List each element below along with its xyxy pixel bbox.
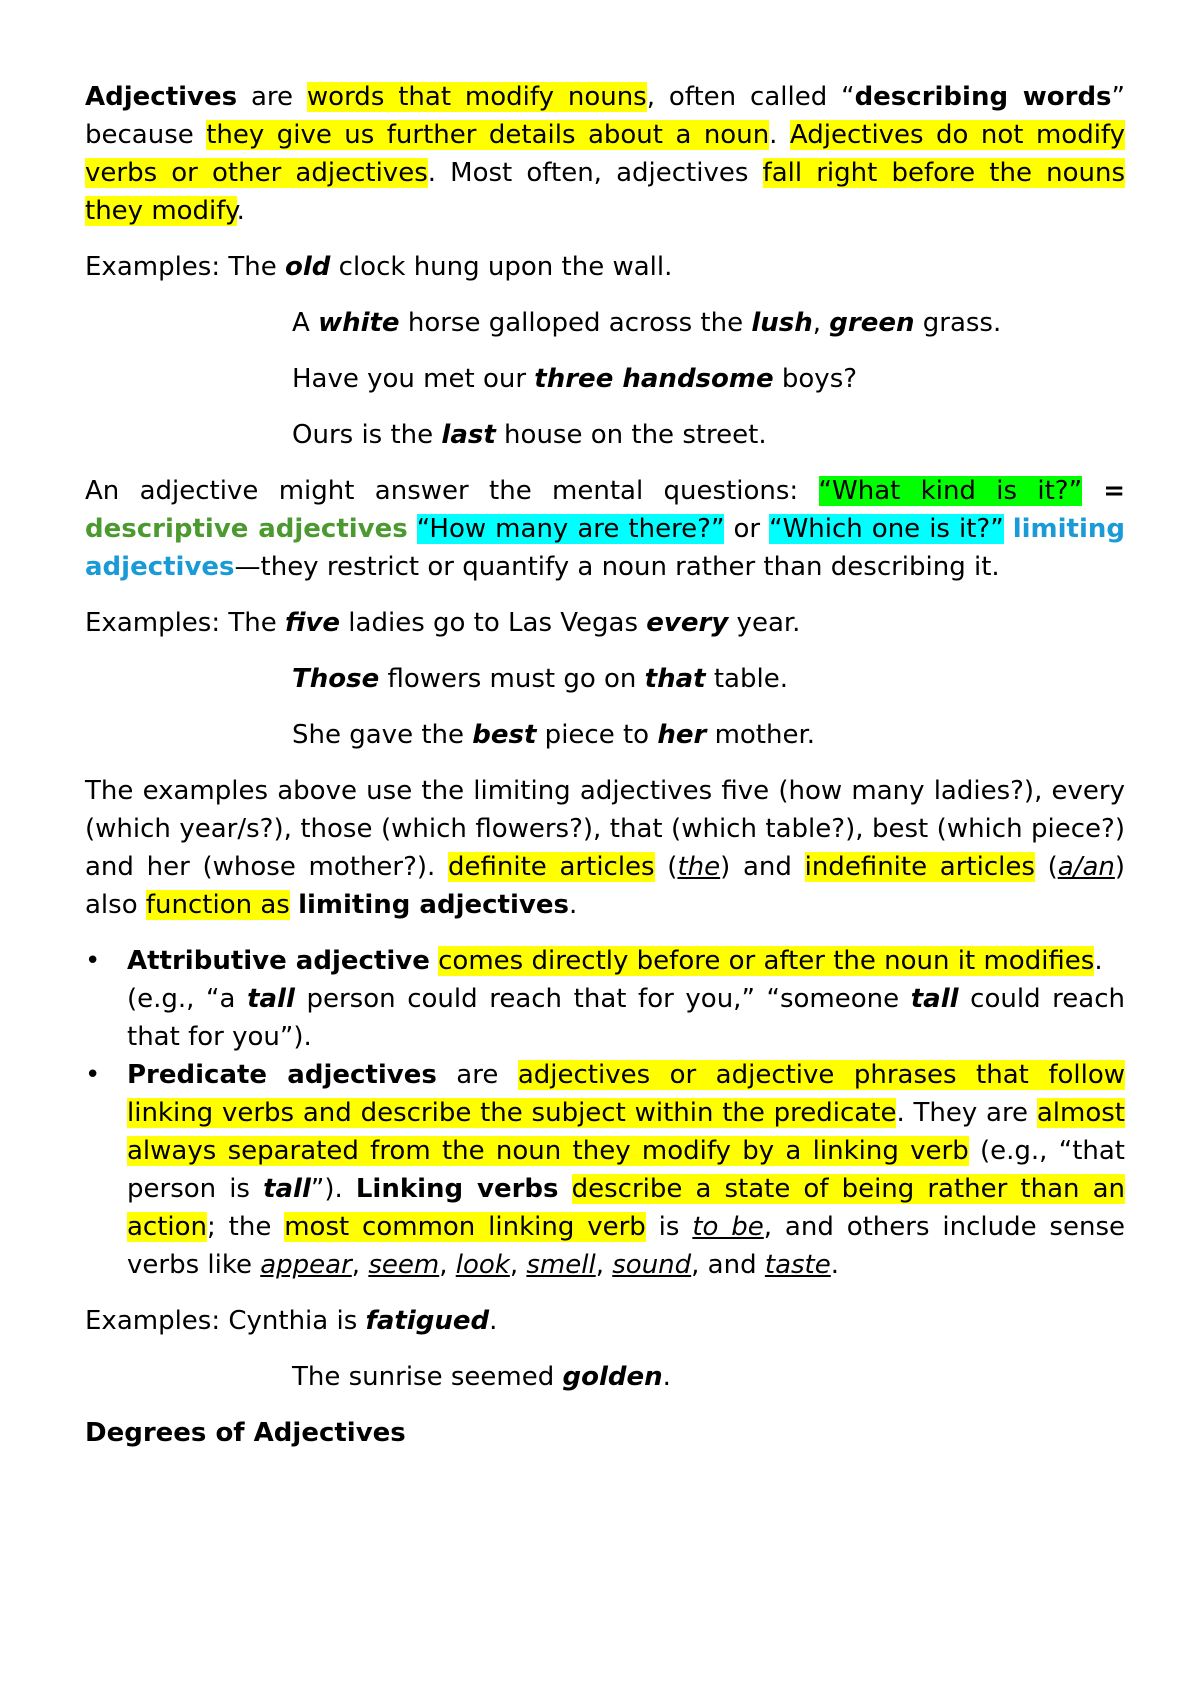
example-adjective: lush	[751, 308, 813, 338]
highlight-green: “What kind is it?”	[818, 476, 1083, 506]
example-adjective: best	[472, 720, 537, 750]
highlight-cyan: “How many are there?”	[416, 514, 725, 544]
example-adjective: three handsome	[534, 364, 774, 394]
term-limiting-adjectives: limiting adjectives	[85, 514, 1125, 582]
example-line: A white horse galloped across the lush, green grass.	[292, 308, 1002, 338]
example-adjective: her	[657, 720, 707, 750]
verb-appear: appear	[260, 1250, 352, 1280]
paragraph-limiting-examples: The examples above use the limiting adjectives five (how many ladies?), every (which year/s?), those (which flowers?), that (which table?), best (which piece?) and her (whose mother?). definite articles (the) and indefinite articles (a/an) also function as limiting adjectives.	[85, 776, 1126, 920]
example-line: Have you met our three handsome boys?	[292, 364, 858, 394]
bullet-list	[85, 942, 1125, 1284]
highlight: describe a state of being rather than an action	[127, 1174, 1126, 1242]
highlight-cyan: “Which one is it?”	[769, 514, 1004, 544]
example-adjective: white	[318, 308, 400, 338]
bullet-icon: •	[85, 946, 101, 976]
verb-look: look	[455, 1250, 510, 1280]
example-adjective: Those	[292, 664, 380, 694]
article-the: the	[677, 852, 721, 882]
example-adjective: green	[829, 308, 915, 338]
bullet-attributive-adjective: • Attributive adjective comes directly before or after the noun it modifies. (e.g., “a tall person could reach that for you,” “someone tall could reach that for you”).	[85, 942, 1125, 1056]
highlight: indefinite articles	[804, 852, 1035, 882]
example-line: Examples: The old clock hung upon the wall.	[85, 252, 673, 282]
verb-seem: seem	[368, 1250, 440, 1280]
term-adjectives: Adjectives	[85, 82, 238, 112]
highlight: function as	[145, 890, 290, 920]
example-adjective: fatigued	[365, 1306, 490, 1336]
term-attributive-adjective: Attributive adjective	[127, 946, 430, 976]
example-adjective: last	[441, 420, 496, 450]
example-adjective: tall	[263, 1174, 311, 1204]
term-limiting-adjectives-bold: limiting adjectives	[298, 890, 569, 920]
example-adjective: that	[644, 664, 706, 694]
highlight: definite articles	[448, 852, 655, 882]
document-body	[85, 78, 1125, 1452]
example-line: The sunrise seemed golden.	[292, 1362, 671, 1392]
section-heading-degrees-of-adjectives: Degrees of Adjectives	[85, 1418, 406, 1448]
example-adjective: tall	[247, 984, 295, 1014]
example-adjective: every	[646, 608, 729, 638]
bullet-predicate-adjectives: • Predicate adjectives are adjectives or adjective phrases that follow linking verbs and describe the subject within the predicate. They are almost always separated from the noun they modify by a linking verb (e.g., “that person is tall”). Linking verbs describe a state of being rather than an action; the most common linking verb is to be, and others include sense verbs like appear, seem, look, smell, sound, and taste.	[85, 1056, 1125, 1284]
term-predicate-adjectives: Predicate adjectives	[127, 1060, 437, 1090]
term-linking-verbs: Linking verbs	[355, 1174, 559, 1204]
highlight: words that modify nouns	[306, 82, 647, 112]
example-adjective: old	[285, 252, 331, 282]
example-line: Examples: The five ladies go to Las Vegas every year.	[85, 608, 801, 638]
example-line: Ours is the last house on the street.	[292, 420, 767, 450]
verb-to-be: to be	[692, 1212, 764, 1242]
term-describing-words: describing words	[854, 82, 1112, 112]
highlight: almost always separated from the noun they modify by a linking verb	[127, 1098, 1125, 1166]
article-a-an: a/an	[1057, 852, 1115, 882]
example-line: Those flowers must go on that table.	[292, 664, 788, 694]
verb-sound: sound	[612, 1250, 692, 1280]
verb-smell: smell	[526, 1250, 596, 1280]
highlight: fall right before the nouns they modify	[85, 158, 1126, 226]
term-descriptive-adjectives: descriptive adjectives	[85, 514, 408, 544]
paragraph-adjective-types: An adjective might answer the mental questions: “What kind is it?” = descriptive adjectives “How many are there?” or “Which one is it?” limiting adjectives—they restrict or quantify a noun rather than describing it.	[85, 476, 1125, 582]
example-adjective: five	[285, 608, 341, 638]
highlight: they give us further details about a noun	[206, 120, 770, 150]
example-line: Examples: Cynthia is fatigued.	[85, 1306, 498, 1336]
bullet-icon: •	[85, 1060, 101, 1090]
highlight: adjectives or adjective phrases that follow linking verbs and describe the subject within the predicate	[127, 1060, 1125, 1128]
highlight: Adjectives do not modify verbs or other adjectives	[85, 120, 1126, 188]
highlight: comes directly before or after the noun it modifies	[438, 946, 1095, 976]
example-line: She gave the best piece to her mother.	[292, 720, 816, 750]
highlight: most common linking verb	[284, 1212, 646, 1242]
example-adjective: golden	[562, 1362, 663, 1392]
paragraph-adjective-definition: Adjectives are words that modify nouns, often called “describing words” because they give us further details about a noun. Adjectives do not modify verbs or other adjectives. Most often, adjectives fall right before the nouns they modify.	[85, 82, 1126, 226]
verb-taste: taste	[764, 1250, 831, 1280]
example-adjective: tall	[910, 984, 959, 1014]
